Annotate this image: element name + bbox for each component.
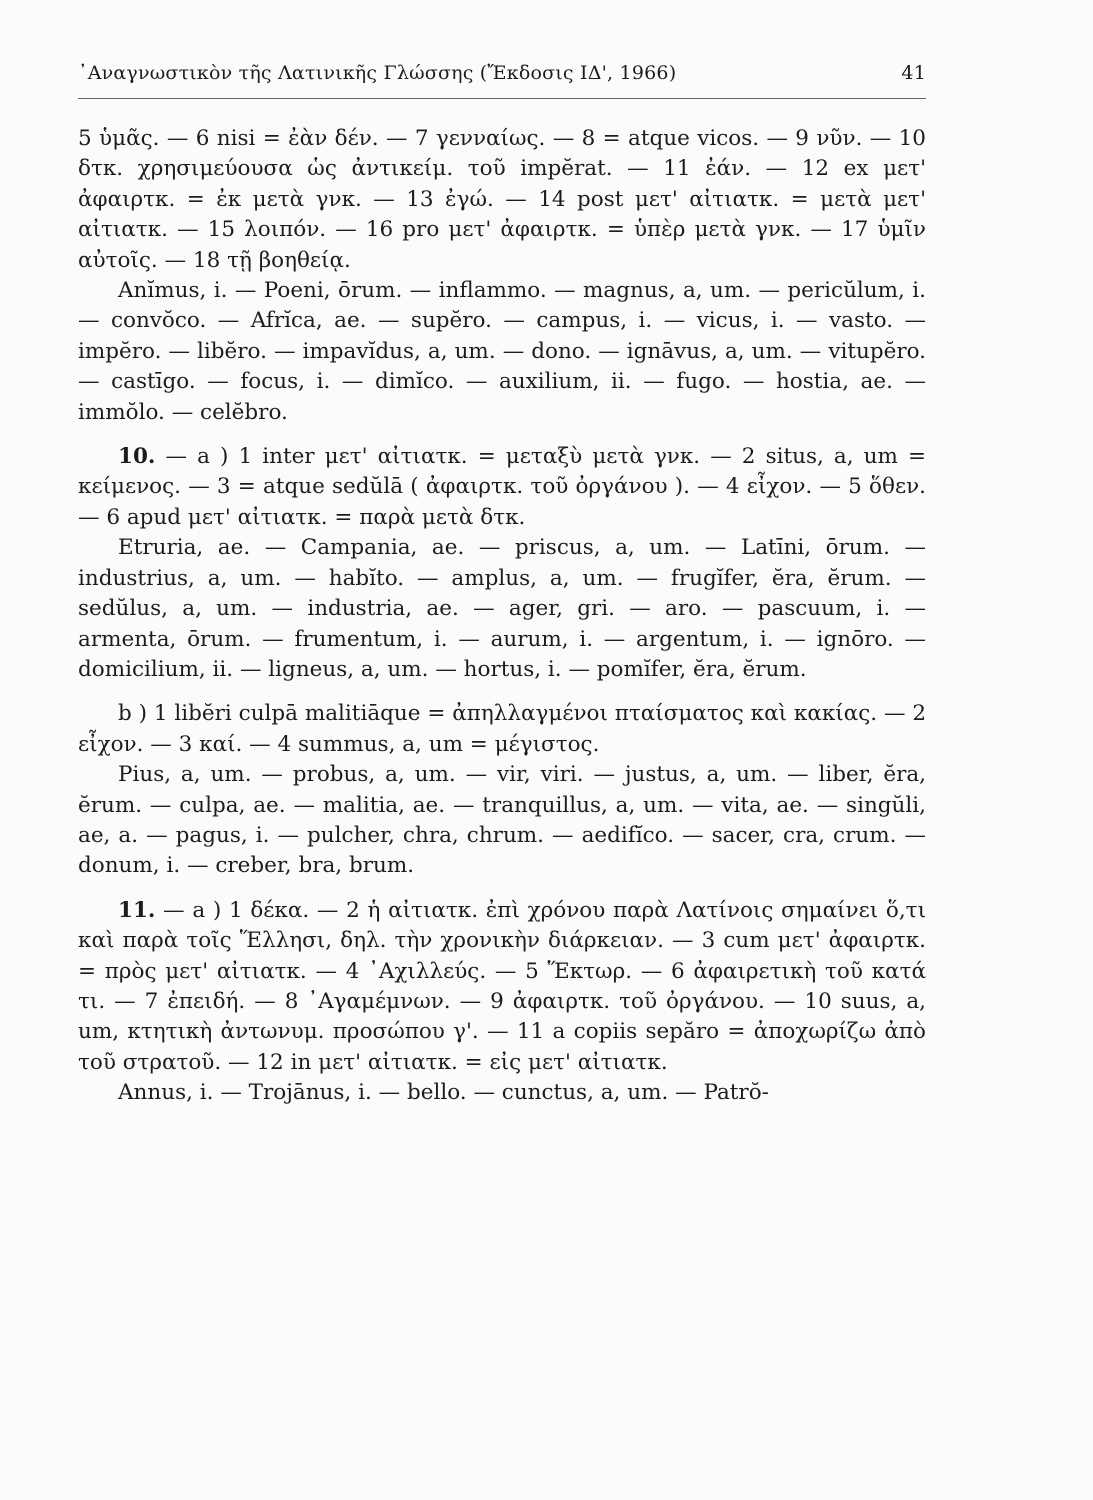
paragraph-vocab-10a bbox=[78, 533, 926, 685]
paragraph-section-10b bbox=[78, 699, 926, 760]
paragraph-text: 5 ὑμᾶς. — 6 nisi = ἐὰν δέν. — 7 γενναίως. — 8 = atque vicos. — 9 νῦν. — 10 δτκ. χρησιμεύουσα ὡς ἀντικείμ. τοῦ impĕrat. — 11 ἐάν. — 12 ex μετ' ἀφαιρτκ. = ἐκ μετὰ γνκ. — 13 ἐγώ. — 14 post μετ' αἰτιατκ. = μετὰ μετ' αἰτιατκ. — 15 λοιπόν. — 16 pro μετ' ἀφαιρτκ. = ὑπὲρ μετὰ γνκ. — 17 ὑμῖν αὐτοῖς. — 18 τῇ βοηθείᾳ. bbox=[78, 126, 926, 273]
section-number: 11. bbox=[118, 897, 156, 923]
header-rule bbox=[78, 98, 926, 99]
page-number: 41 bbox=[901, 62, 926, 84]
page-body bbox=[78, 124, 926, 1109]
paragraph-section-11a bbox=[78, 896, 926, 1078]
paragraph-text: Etruria, ae. — Campania, ae. — priscus, a, um. — Latīni, ōrum. — industrius, a, um. — habĭto. — amplus, a, um. — frugĭfer, ĕra, ĕrum. — sedŭlus, a, um. — industria, ae. — ager, gri. — aro. — pascuum, i. — armenta, ōrum. — frumentum, i. — aurum, i. — argentum, i. — ignōro. — domicilium, ii. — ligneus, a, um. — hortus, i. — pomĭfer, ĕra, ĕrum. bbox=[78, 535, 926, 682]
paragraph-text: — a ) 1 δέκα. — 2 ἡ αἰτιατκ. ἐπὶ χρόνου παρὰ Λατίνοις σημαίνει ὅ,τι καὶ παρὰ τοῖς Ἕλλησι, δηλ. τὴν χρονικὴν διάρκειαν. — 3 cum μετ' ἀφαιρτκ. = πρὸς μετ' αἰτιατκ. — 4 ᾿Αχιλλεύς. — 5 Ἕκτωρ. — 6 ἀφαιρετικὴ τοῦ κατά τι. — 7 ἐπειδή. — 8 ᾿Αγαμέμνων. — 9 ἀφαιρτκ. τοῦ ὀργάνου. — 10 suus, a, um, κτητικὴ ἀντωνυμ. προσώπου γ'. — 11 a copiis sepăro = ἀποχωρίζω ἀπὸ τοῦ στρατοῦ. — 12 in μετ' αἰτιατκ. = εἰς μετ' αἰτιατκ. bbox=[78, 897, 926, 1075]
paragraph-text: Pius, a, um. — probus, a, um. — vir, viri. — justus, a, um. — liber, ĕra, ĕrum. — culpa, ae. — malitia, ae. — tranquillus, a, um. — vita, ae. — singŭli, ae, a. — pagus, i. — pulcher, chra, chrum. — aedifĭco. — sacer, cra, crum. — donum, i. — creber, bra, brum. bbox=[78, 762, 926, 879]
paragraph-vocab-10b bbox=[78, 760, 926, 882]
section-number: 10. bbox=[118, 444, 156, 470]
paragraph-text: b ) 1 libĕri culpā malitiāque = ἀπηλλαγμένοι πταίσματος καὶ κακίας. — 2 εἶχον. — 3 καί. — 4 summus, a, um = μέγιστος. bbox=[78, 701, 926, 757]
running-title: ᾿Αναγνωστικὸν τῆς Λατινικῆς Γλώσσης (Ἔκδοσις ΙΔ', 1966) bbox=[78, 62, 677, 84]
paragraph-section-10a bbox=[78, 442, 926, 533]
paragraph-text: — a ) 1 inter μετ' αἰτιατκ. = μεταξὺ μετὰ γνκ. — 2 situs, a, um = κείμενος. — 3 = atque sedŭlā ( ἀφαιρτκ. τοῦ ὀργάνου ). — 4 εἶχον. — 5 ὅθεν. — 6 apud μετ' αἰτιατκ. = παρὰ μετὰ δτκ. bbox=[78, 444, 926, 530]
paragraph-text: Annus, i. — Trojānus, i. — bello. — cunctus, a, um. — Patrŏ- bbox=[118, 1080, 769, 1106]
paragraph-notes-9 bbox=[78, 124, 926, 276]
running-header bbox=[78, 62, 926, 84]
paragraph-vocab-9 bbox=[78, 276, 926, 428]
paragraph-text: Anĭmus, i. — Poeni, ōrum. — inflammo. — magnus, a, um. — pericŭlum, i. — convŏco. — Afrĭca, ae. — supĕro. — campus, i. — vicus, i. — vasto. — impĕro. — libĕro. — impavĭdus, a, um. — dono. — ignāvus, a, um. — vitupĕro. — castīgo. — focus, i. — dimĭco. — auxilium, ii. — fugo. — hostia, ae. — immŏlo. — celĕbro. bbox=[78, 278, 926, 425]
paragraph-vocab-11a bbox=[78, 1078, 926, 1108]
